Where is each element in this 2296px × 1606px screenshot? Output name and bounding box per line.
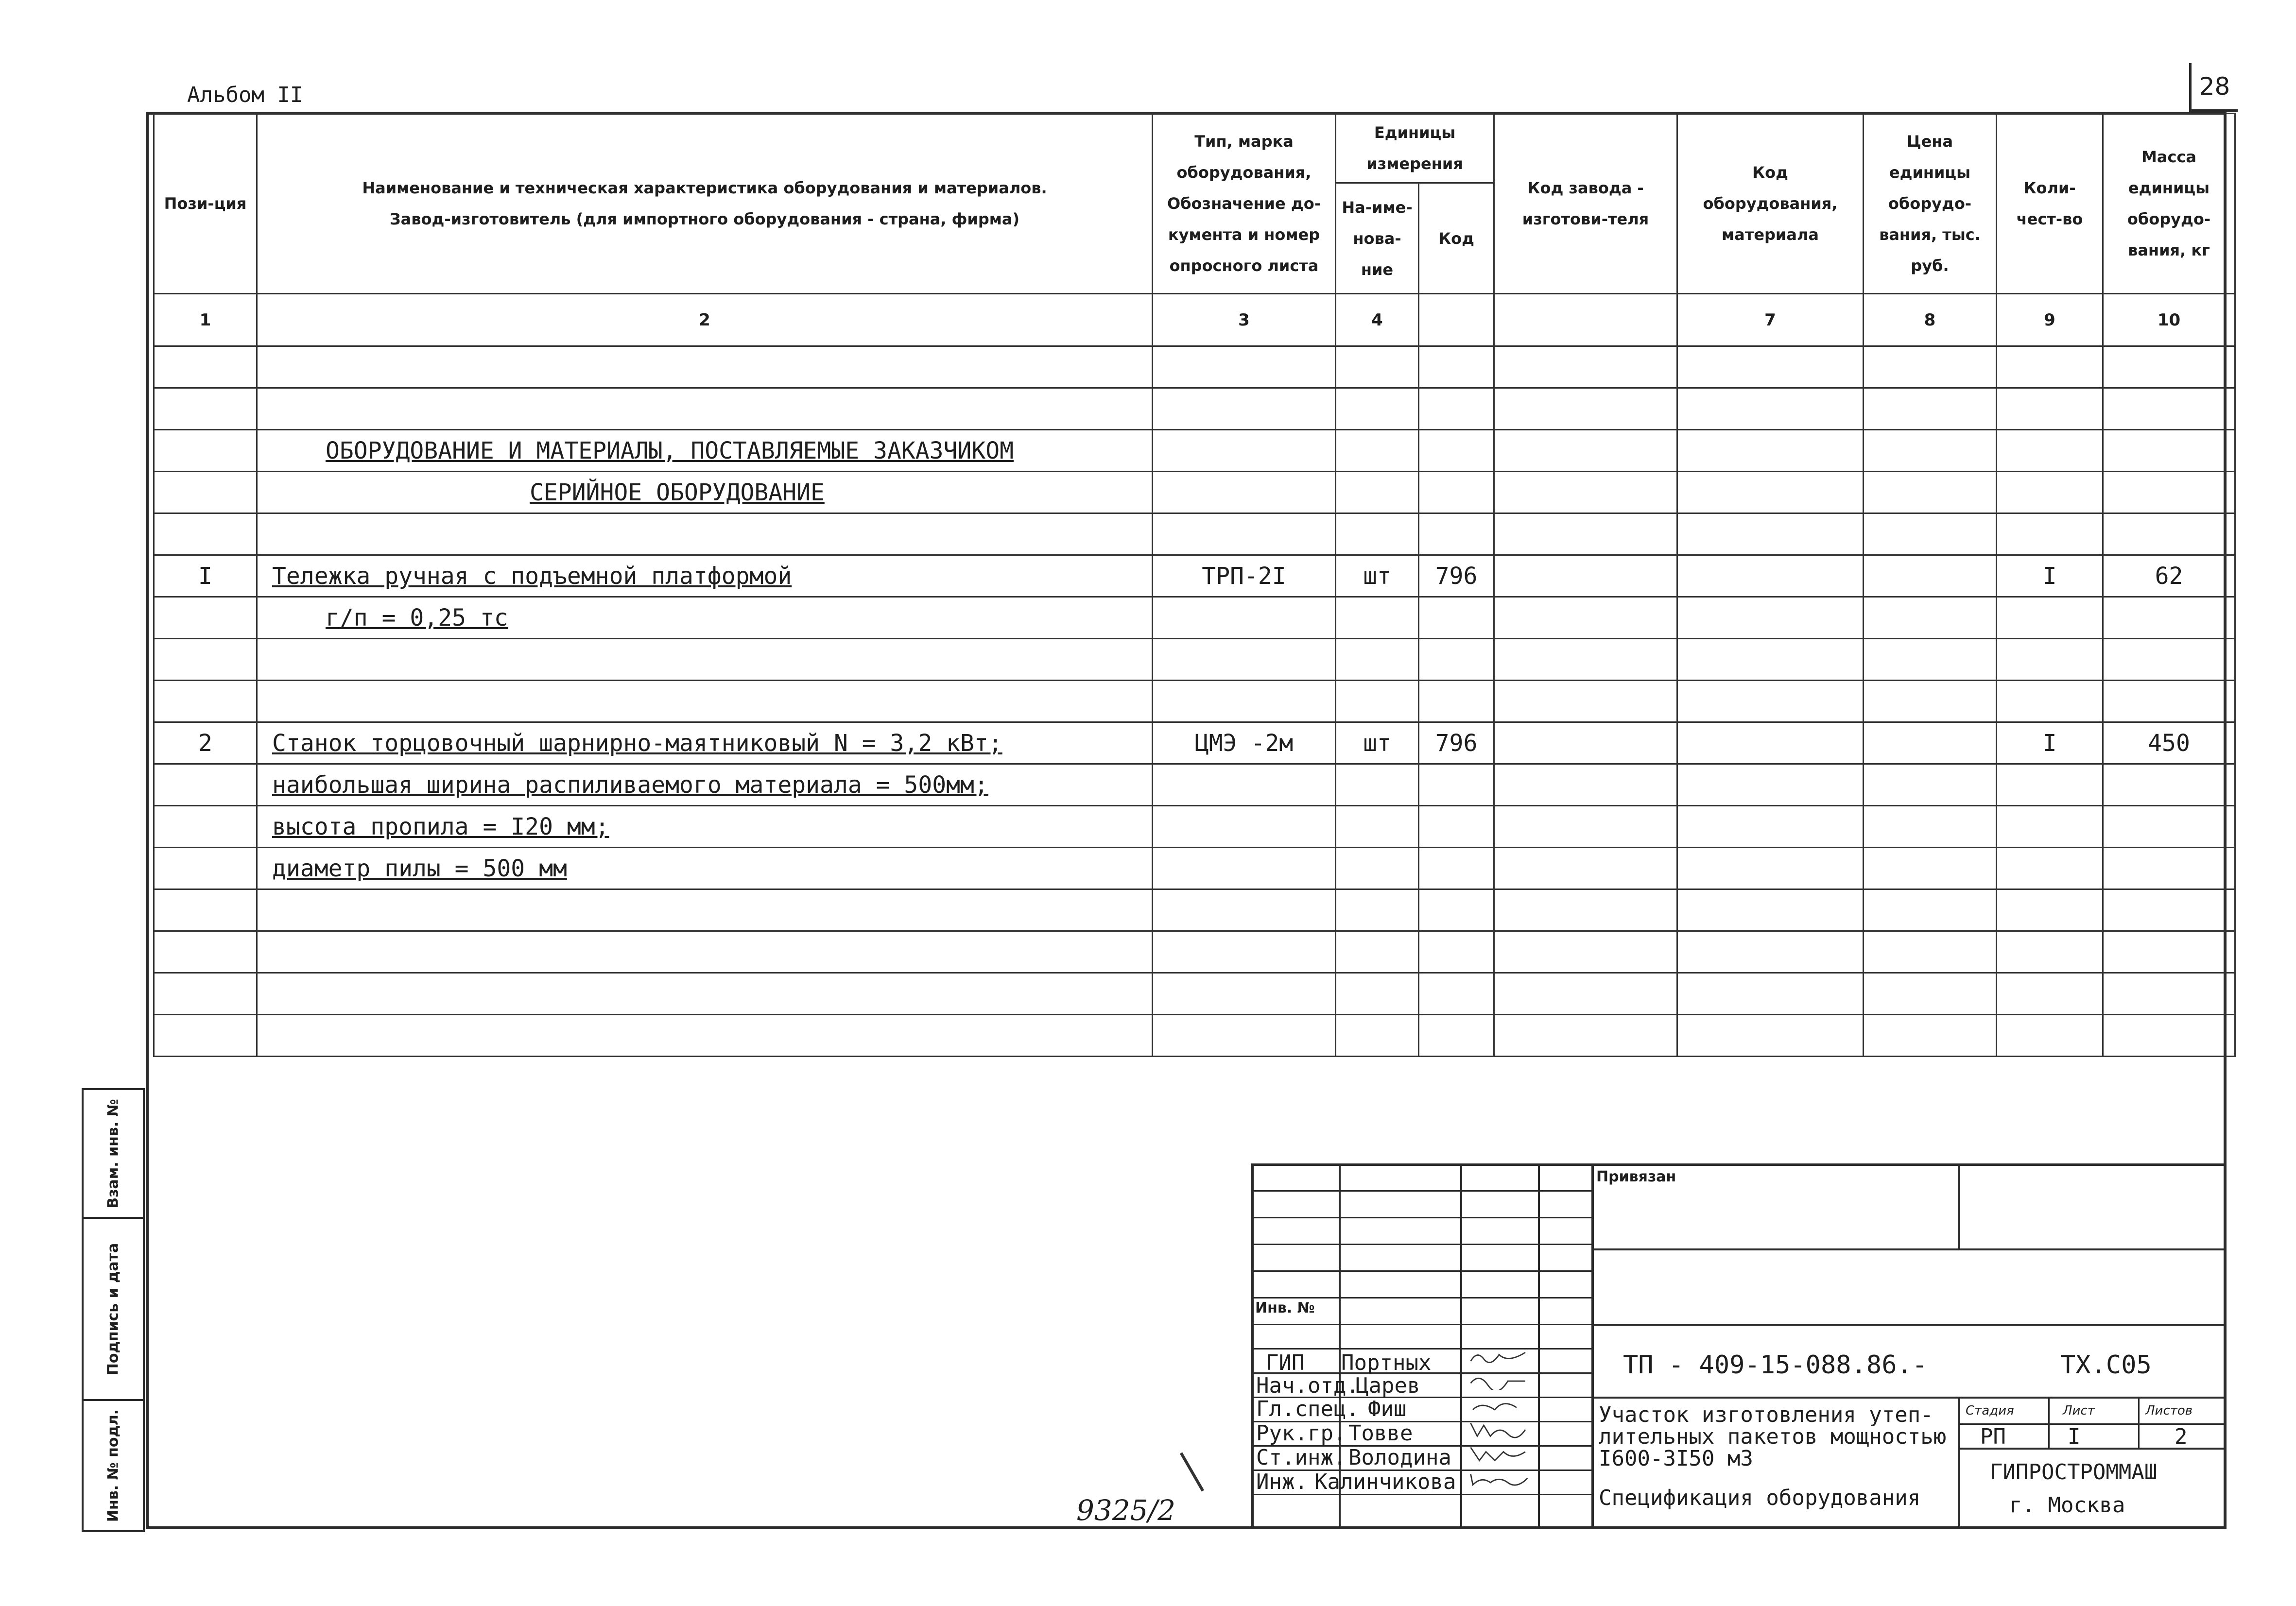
col-number: 2 [257, 294, 1153, 346]
item-detail: г/п = 0,25 тс [257, 597, 1153, 639]
side-stamp-label: Подпись и дата [104, 1243, 122, 1375]
col-number: 9 [1997, 294, 2103, 346]
specification-table [153, 113, 2236, 1057]
item-name: Тележка ручная с подъемной платформой [257, 555, 1153, 597]
stage-label: Стадия [1966, 1403, 2014, 1418]
signature [1465, 1372, 1533, 1390]
sheets-value: 2 [2175, 1424, 2188, 1449]
title-line: Спецификация оборудования [1599, 1486, 1921, 1510]
sheet-label: Лист [2063, 1403, 2095, 1418]
signature [1465, 1397, 1533, 1414]
item-detail: наибольшая ширина распиливаемого материала = 500мм; [257, 764, 1153, 806]
item-mass: 450 [2103, 722, 2235, 764]
staff-name: Царев [1356, 1373, 1420, 1398]
staff-name: Фиш [1368, 1397, 1407, 1421]
sheet-number: 28 [2189, 63, 2238, 112]
header-quantity: Коли-чест-во [1997, 114, 2103, 294]
document-code: ТП - 409-15-088.86.- [1623, 1350, 1928, 1380]
header-unit: Единицы измерения [1336, 114, 1494, 183]
item-detail: высота пропила = I20 мм; [257, 806, 1153, 848]
item-unit-code: 796 [1419, 722, 1494, 764]
header-position: Пози-ция [154, 114, 257, 294]
header-type: Тип, марка оборудования, Обозначение до-кумента и номер опросного листа [1153, 114, 1336, 294]
side-stamp-label: Взам. инв. № [104, 1098, 122, 1209]
title-line: I600-3I50 м3 [1599, 1446, 1753, 1471]
album-label: Альбом II [187, 83, 303, 107]
side-stamp-label: Инв. № подл. [104, 1409, 122, 1522]
header-unit-name: На-име-нова-ние [1336, 183, 1419, 294]
header-name-line1: Наименование и техническая характеристика оборудования и материалов. [362, 179, 1047, 197]
title-block [1251, 1163, 2226, 1528]
item-position: 2 [154, 722, 257, 764]
signature [1465, 1445, 1533, 1463]
signature [1465, 1348, 1533, 1366]
staff-role: Инж. [1256, 1469, 1308, 1494]
table-row [154, 555, 2235, 597]
side-stamp-cell [83, 1218, 144, 1400]
header-factory-code: Код завода - изготови-теля [1494, 114, 1677, 294]
item-mass: 62 [2103, 555, 2235, 597]
side-stamp-cell [83, 1089, 144, 1218]
stage-value: РП [1980, 1424, 2006, 1449]
item-type: ЦМЭ -2м [1153, 722, 1336, 764]
staff-name: Калинчикова [1314, 1469, 1456, 1494]
staff-role: ГИП [1266, 1350, 1305, 1375]
table-row [154, 722, 2235, 764]
signature [1465, 1421, 1533, 1438]
organization-name: ГИПРОСТРОММАШ [1990, 1460, 2158, 1485]
item-unit: шт [1336, 722, 1419, 764]
col-number: 3 [1153, 294, 1336, 346]
footer-code: 9325/2 [1076, 1494, 1176, 1527]
inventory-number-label: Инв. № [1255, 1299, 1315, 1316]
col-number: 8 [1864, 294, 1997, 346]
side-stamp-cell [83, 1400, 144, 1531]
header-name [257, 114, 1153, 294]
staff-name: Володина [1348, 1445, 1451, 1470]
privyazan-label: Привязан [1596, 1168, 1676, 1185]
sheet-value: I [2068, 1424, 2081, 1449]
item-name: Станок торцовочный шарнирно-маятниковый N = 3,2 кВт; [257, 722, 1153, 764]
title-line: лительных пакетов мощностью [1599, 1424, 1947, 1449]
item-position: I [154, 555, 257, 597]
subsection-title: СЕРИЙНОЕ ОБОРУДОВАНИЕ [257, 472, 1153, 513]
col-number: 1 [154, 294, 257, 346]
header-mass: Масса единицы оборудо-вания, кг [2103, 114, 2235, 294]
col-number: 4 [1336, 294, 1419, 346]
item-quantity: I [1997, 555, 2103, 597]
item-quantity: I [1997, 722, 2103, 764]
item-unit: шт [1336, 555, 1419, 597]
col-number: 7 [1677, 294, 1864, 346]
item-detail: диаметр пилы = 500 мм [257, 848, 1153, 889]
item-type: ТРП-2I [1153, 555, 1336, 597]
side-stamp [82, 1088, 145, 1532]
col-number [1494, 294, 1677, 346]
staff-name: Товве [1348, 1421, 1413, 1446]
header-price: Цена единицы оборудо-вания, тыс. руб. [1864, 114, 1997, 294]
col-number [1419, 294, 1494, 346]
title-line: Участок изготовления утеп- [1599, 1402, 1933, 1427]
staff-name: Портных [1341, 1350, 1432, 1375]
staff-role: Рук.гр. [1256, 1421, 1347, 1446]
header-unit-code: Код [1419, 183, 1494, 294]
sheets-label: Листов [2145, 1403, 2193, 1418]
header-equipment-code: Код оборудования, материала [1677, 114, 1864, 294]
staff-role: Гл.спец. [1256, 1397, 1359, 1421]
header-name-line2: Завод-изготовитель (для импортного оборудования - страна, фирма) [389, 210, 1020, 228]
staff-role: Нач.отд. [1256, 1373, 1359, 1398]
item-unit-code: 796 [1419, 555, 1494, 597]
col-number: 10 [2103, 294, 2235, 346]
staff-role: Ст.инж. [1256, 1445, 1347, 1470]
document-suffix: ТХ.С05 [2060, 1350, 2152, 1380]
city: г. Москва [2009, 1493, 2125, 1518]
section-title: ОБОРУДОВАНИЕ И МАТЕРИАЛЫ, ПОСТАВЛЯЕМЫЕ ЗАКАЗЧИКОМ [257, 430, 1153, 472]
signature [1465, 1469, 1533, 1487]
